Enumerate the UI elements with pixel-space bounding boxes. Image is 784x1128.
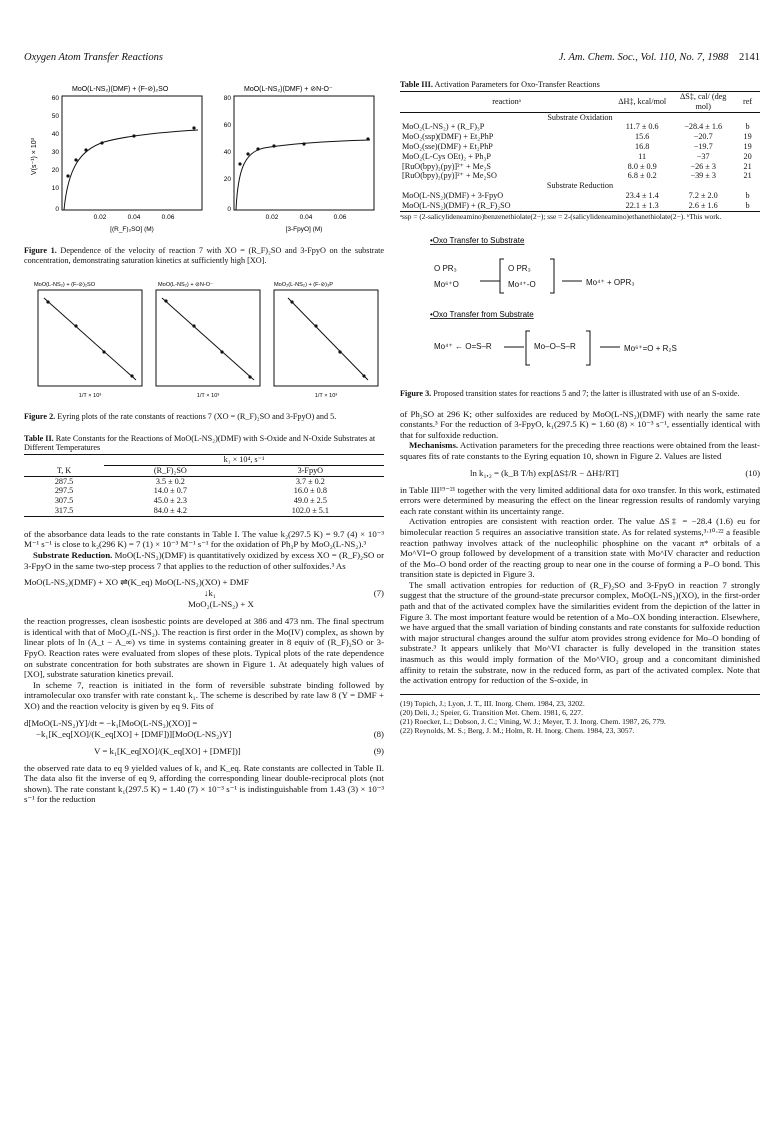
table-2-title: Table II. Rate Constants for the Reactions of MoO(L-NS₂)(DMF) with S-Oxide and N-Oxide Substrates at Different Temperatures <box>24 434 376 452</box>
table-row: MoO₂(L-Cys OEt)₂ + Ph₃P 11 −37 20 <box>402 151 752 161</box>
fig1-ylabel: V(s⁻¹) × 10³ <box>31 138 38 175</box>
svg-text:O PR₃: O PR₃ <box>508 263 531 273</box>
svg-text:MoO₂(L-NS₂) + (F-⊘)₃P: MoO₂(L-NS₂) + (F-⊘)₃P <box>274 282 334 288</box>
svg-text:0.02: 0.02 <box>93 214 107 221</box>
paragraph: the reaction progresses, clean isosbestic points are developed at 386 and 473 nm. The final spectrum is identical with that of MoO₂(L-NS₂). The reaction is first order in the Mo(IV) complex, as shown by linear plots of ln (A_t − A_∞) vs time in systems containing greater in 8 equiv of (R_F)₂SO or 3-FpyO. Reaction rates were evaluated from slopes of these plots. Typical plots of the rate dependence on substrate concentration for both substrates are shown in Figure 1. At adequately high values of [XO], substrate saturation kinetics prevail. <box>24 616 384 680</box>
table-row: MoO₂(ssp)(DMF) + Et₂PhP 15.6 −20.7 19 <box>402 132 752 142</box>
svg-text:MoO(L-NS₂) + ⊘N-O⁻: MoO(L-NS₂) + ⊘N-O⁻ <box>158 282 214 288</box>
running-header-left: Oxygen Atom Transfer Reactions <box>24 52 163 63</box>
fig3-ts-from-substrate <box>434 331 677 365</box>
table-3-grid <box>400 91 760 212</box>
equation-9: V = k₁[K_eq[XO]/(K_eq[XO] + [DMF])] (9) <box>94 745 384 756</box>
reference-item: (19) Topich, J.; Lyon, J. T., III. Inorg. Chem. 1984, 23, 3202. <box>400 698 585 708</box>
figure-2 <box>24 276 384 422</box>
fig2-fit-2 <box>162 298 254 380</box>
equation-number: (8) <box>373 728 384 739</box>
fig1-right-title: MoO(L-NS₂)(DMF) + ⊘N-O⁻ <box>244 86 333 93</box>
references <box>400 694 760 736</box>
table-row: [RuO(bpy)₂(py)]²⁺ + Me₂S 8.0 ± 0.9 −26 ± 3 21 <box>402 161 752 171</box>
svg-text:Mo–O–S–R: Mo–O–S–R <box>534 341 576 351</box>
fig2-fit-3 <box>288 298 368 380</box>
table-3-title: Table III. Activation Parameters for Oxo-Transfer Reactions <box>400 80 600 89</box>
paragraph-substrate-reduction: Substrate Reduction. MoO(L-NS₂)(DMF) is quantitatively oxidized by excess XO = (R_F)₂SO or 3-FpyO in the same two-step process 7 that applies to the reduction of other sulfoxides.³ As <box>24 549 384 571</box>
svg-text:Mo⁶⁺=O + R₂S: Mo⁶⁺=O + R₂S <box>624 343 677 353</box>
svg-text:60: 60 <box>51 95 59 102</box>
svg-text:Mo⁶⁺O: Mo⁶⁺O <box>434 279 459 289</box>
svg-text:60: 60 <box>223 122 231 129</box>
table-row: [RuO(bpy)₂(py)]²⁺ + Me₂SO 6.8 ± 0.2 −39 ± 3 21 <box>402 171 752 181</box>
fig2-fit-1 <box>44 298 136 380</box>
fig1-left-frame <box>62 96 202 210</box>
table-3-col-dh: ΔH‡, kcal/mol <box>618 96 667 106</box>
fig1-right-yticks <box>224 95 232 213</box>
svg-text:50: 50 <box>51 113 59 120</box>
fig3-label-1: •Oxo Transfer to Substrate <box>430 235 525 245</box>
table-row: MoO₂(L-NS₂) + (R_F)₃P 11.7 ± 0.6 −28.4 ± 1.6 b <box>402 122 750 132</box>
svg-text:30: 30 <box>51 149 59 156</box>
paragraph: Activation entropies are consistent with reaction order. The value ΔS‡ = −28.4 (1.6) eu for bimolecular reaction 5 requires an associative transition state. As for related systems,³·¹⁰·²² a feasible reaction pathway involves attack of the nucleophilic phosphine on the vacant π* orbitals of a Mo^VI=O group followed by development of a transition state with Mo^IV character and reduction of the Mo–O bond order of the reacting group to near one in the course of forming a P–O bond. This transition state is depicted in Figure 3. <box>400 516 760 580</box>
svg-text:O PR₃: O PR₃ <box>434 263 457 273</box>
table-3-section: Substrate Oxidation <box>547 112 613 122</box>
table-row: MoO₂(sse)(DMF) + Et₂PhP 16.8 −19.7 19 <box>402 141 752 151</box>
section-heading: Mechanisms. <box>409 440 459 451</box>
table-3-col-ref: ref <box>743 96 753 106</box>
fig2-panel-3 <box>274 290 378 386</box>
figure-2-caption: Figure 2. Eyring plots of the rate constants of reactions 7 (XO = (R_F)₂SO and 3-FpyO) and 5. <box>24 412 337 421</box>
fig2-titles <box>34 282 333 288</box>
table-3 <box>400 80 760 221</box>
fig1-right-points <box>238 137 369 165</box>
figure-3-scheme <box>400 231 760 381</box>
table-2-group-header: k₁ × 10⁴, s⁻¹ <box>104 455 384 466</box>
paragraph-mechanisms: Mechanisms. Activation parameters for the preceding three reactions were obtained from the least-squares fits of rate constants to the Eyring equation 10, shown in Figure 2. Values are listed <box>400 440 760 461</box>
equation-8: d[MoO(L-NS₂)Y]/dt = −k₁[MoO(L-NS₂)(XO)] = −k₁[K_eq[XO]/(K_eq[XO] + [DMF])][MoO(L-NS₂)Y] (8) <box>24 717 384 739</box>
table-row: MoO(L-NS₂)(DMF) + 3-FpyO 23.4 ± 1.4 7.2 ± 2.0 b <box>402 190 750 200</box>
reference-item: (20) Deli, J.; Speier, G. Transition Met. Chem. 1981, 6, 227. <box>400 708 583 718</box>
figure-3 <box>400 231 760 399</box>
running-header-right <box>559 52 760 63</box>
table-row: MoO(L-NS₂)(DMF) + (R_F)₂SO 22.1 ± 1.3 2.6 ± 1.6 b <box>400 201 760 211</box>
svg-text:80: 80 <box>223 95 231 102</box>
paragraph: The small activation entropies for reduction of (R_F)₂SO and 3-FpyO in reaction 7 strongly suggest that the structure of the ground-state precursor complex, MoO(L-NS₂)(XO), in the first-order path and that of the activated complex have the similarities evident from the depiction of the latter in Figure 3. The most important feature would be retention of a Mo–OX bonding interaction. Elsewhere, we have argued that the small variation of binding constants and rate constants for sulfoxide reduction with major structural changes around the sulfur atom provides strong evidence for Mo–O bonding of substrate.³ It appears unlikely that Mo^VI character is fully developed in the transition states inasmuch as this would imply formation of the Mo^VIO₂ group and a concomitant diminished affinity to retain the substrate, now in the reduced form, as part of the activated complex. Note that the activation entropy for reduction of the S-oxide, in <box>400 579 760 686</box>
page-number: 2141 <box>739 52 760 63</box>
svg-text:0.06: 0.06 <box>333 214 347 221</box>
fig1-left-title: MoO(L-NS₂)(DMF) + (F-⊘)₂SO <box>72 86 169 93</box>
equation-10: ln k₁,₂ = (k_B T/h) exp[ΔS‡/R − ΔH‡/RT] (10) <box>470 467 760 478</box>
figure-3-caption: Figure 3. Proposed transition states for reactions 5 and 7; the latter is illustrated with use of an S-oxide. <box>400 388 740 398</box>
scheme-7: MoO(L-NS₂)(DMF) + XO ⇌(K_eq) MoO(L-NS₂)(XO) + DMF ↓k₁ MoO₂(L-NS₂) + X (7) <box>24 577 384 610</box>
svg-text:Mo⁴⁺-O: Mo⁴⁺-O <box>508 279 536 289</box>
fig1-left-xlabel: [(R_F)₂SO] (M) <box>110 226 154 233</box>
svg-text:1/T × 10³: 1/T × 10³ <box>314 393 338 399</box>
table-3-col-reaction: reactionᵃ <box>492 96 521 106</box>
svg-text:40: 40 <box>223 149 231 156</box>
svg-text:Mo⁴⁺ ← O=S–R: Mo⁴⁺ ← O=S–R <box>434 341 492 351</box>
svg-text:20: 20 <box>223 176 231 183</box>
table-row: 287.5 3.5 ± 0.2 3.7 ± 0.2 <box>54 476 325 486</box>
equation-number: (7) <box>373 588 384 599</box>
reference-item: (21) Roecker, L.; Dobson, J. C.; Vining, W. J.; Meyer, T. J. Inorg. Chem. 1987, 26, 779. <box>400 717 666 727</box>
table-2 <box>24 434 384 517</box>
table-3-section: Substrate Reduction <box>546 181 614 191</box>
fig1-left-yticks <box>52 95 60 213</box>
fig3-ts-to-substrate <box>434 259 634 293</box>
svg-text:10: 10 <box>51 185 59 192</box>
equation-number: (10) <box>745 467 760 478</box>
paragraph: In scheme 7, reaction is initiated in the form of reversible substrate binding followed by intramolecular oxo transfer with rate constant k₁. The scheme is described by rate law 8 (Y = DMF + XO) and the reaction velocity is given by eq 9. Fits of <box>24 679 384 711</box>
table-2-col-t: T, K <box>56 465 72 475</box>
paragraph: of the absorbance data leads to the rate constants in Table I. The value k₂(297.5 K) = 9.7 (4) × 10⁻³ M⁻¹ s⁻¹ is close to k₂(296 K) = 7 (1) × 10⁻³ M⁻¹ s⁻¹ for the oxidation of Ph₃P by MoO₂(L-NS₂).³ <box>24 528 384 550</box>
fig1-right-curve <box>236 140 370 210</box>
svg-text:0.04: 0.04 <box>127 214 141 221</box>
svg-text:Mo⁴⁺ + OPR₃: Mo⁴⁺ + OPR₃ <box>586 277 635 287</box>
reference-item: (22) Reynolds, M. S.; Berg, J. M.; Holm, R. H. Inorg. Chem. 1984, 23, 3057. <box>400 726 635 736</box>
svg-text:0: 0 <box>227 206 231 213</box>
table-row: 297.5 14.0 ± 0.7 16.0 ± 0.8 <box>54 486 327 496</box>
fig1-right-xlabel: [3-FpyO] (M) <box>285 226 323 233</box>
fig2-xlabels <box>79 393 338 399</box>
svg-text:0.02: 0.02 <box>265 214 279 221</box>
paragraph: in Table III¹⁹⁻²¹ together with the very limited additional data for oxo transfer. In this work, estimated errors were determined by measuring the effect on the linear regression results of randomly varying each rate constant within its uncertainty range. <box>400 484 760 516</box>
paragraph: of Ph₂SO at 296 K; other sulfoxides are reduced by MoO(L-NS₂)(DMF) with nearly the same rate constants.³ For the reduction of 3-FpyO, k₁(297.5 K) = 1.60 (8) × 10⁻³ s⁻¹, essentially identical with that for sulfoxide reduction. <box>400 408 760 440</box>
figure-1 <box>24 80 384 266</box>
journal-citation: J. Am. Chem. Soc., Vol. 110, No. 7, 1988 <box>558 52 729 63</box>
figure-1-caption: Figure 1. Dependence of the velocity of reaction 7 with XO = (R_F)₂SO and 3-FpyO on the substrate concentration, demonstrating saturation kinetics at sufficiently high [XO]. <box>24 246 385 265</box>
svg-text:20: 20 <box>51 167 59 174</box>
figure-2-plots <box>24 276 384 404</box>
table-2-col-b: 3-FpyO <box>297 465 324 475</box>
figure-1-plots <box>24 80 384 238</box>
table-row: 317.5 84.0 ± 4.2 102.0 ± 5.1 <box>24 506 384 516</box>
svg-text:40: 40 <box>51 131 59 138</box>
table-3-col-ds: ΔS‡, cal/ (deg mol) <box>679 92 727 111</box>
left-body-text <box>24 529 384 805</box>
table-2-grid <box>24 454 384 517</box>
right-column <box>400 80 760 736</box>
svg-text:0.04: 0.04 <box>299 214 313 221</box>
fig1-left-curve <box>64 130 198 210</box>
equation-number: (9) <box>373 745 384 756</box>
fig3-label-2: •Oxo Transfer from Substrate <box>430 309 534 319</box>
svg-text:0.06: 0.06 <box>161 214 175 221</box>
fig1-right-frame <box>234 96 374 210</box>
svg-text:1/T × 10³: 1/T × 10³ <box>196 393 220 399</box>
paragraph: the observed rate data to eq 9 yielded values of k₁ and K_eq. Rate constants are collected in Table II. The data also fit the inverse of eq 9, affording the corresponding linear double-reciprocal plots (not shown). The rate constant k₁(297.5 K) = 1.40 (7) × 10⁻³ s⁻¹ is indistinguishable from 1.43 (3) × 10⁻³ s⁻¹ for the reduction <box>24 762 384 805</box>
table-2-col-a: (R_F)₂SO <box>153 465 187 475</box>
svg-text:MoO(L-NS₂) + (F-⊘)₂SO: MoO(L-NS₂) + (F-⊘)₂SO <box>34 282 96 288</box>
table-3-footnote: ᵃssp = (2-salicylideneamino)benzenethiolate(2−); sse = 2-(salicylideneamino)ethanethiolate(2−). ᵇThis work. <box>400 211 722 221</box>
svg-text:1/T × 10³: 1/T × 10³ <box>78 393 102 399</box>
svg-text:0: 0 <box>55 206 59 213</box>
section-heading: Substrate Reduction. <box>33 549 113 560</box>
right-body-text <box>400 409 760 686</box>
fig1-left-xticks <box>94 214 175 221</box>
table-row: 307.5 45.0 ± 2.3 49.0 ± 2.5 <box>54 496 327 506</box>
fig1-right-xticks <box>266 214 347 221</box>
left-column <box>24 80 384 805</box>
